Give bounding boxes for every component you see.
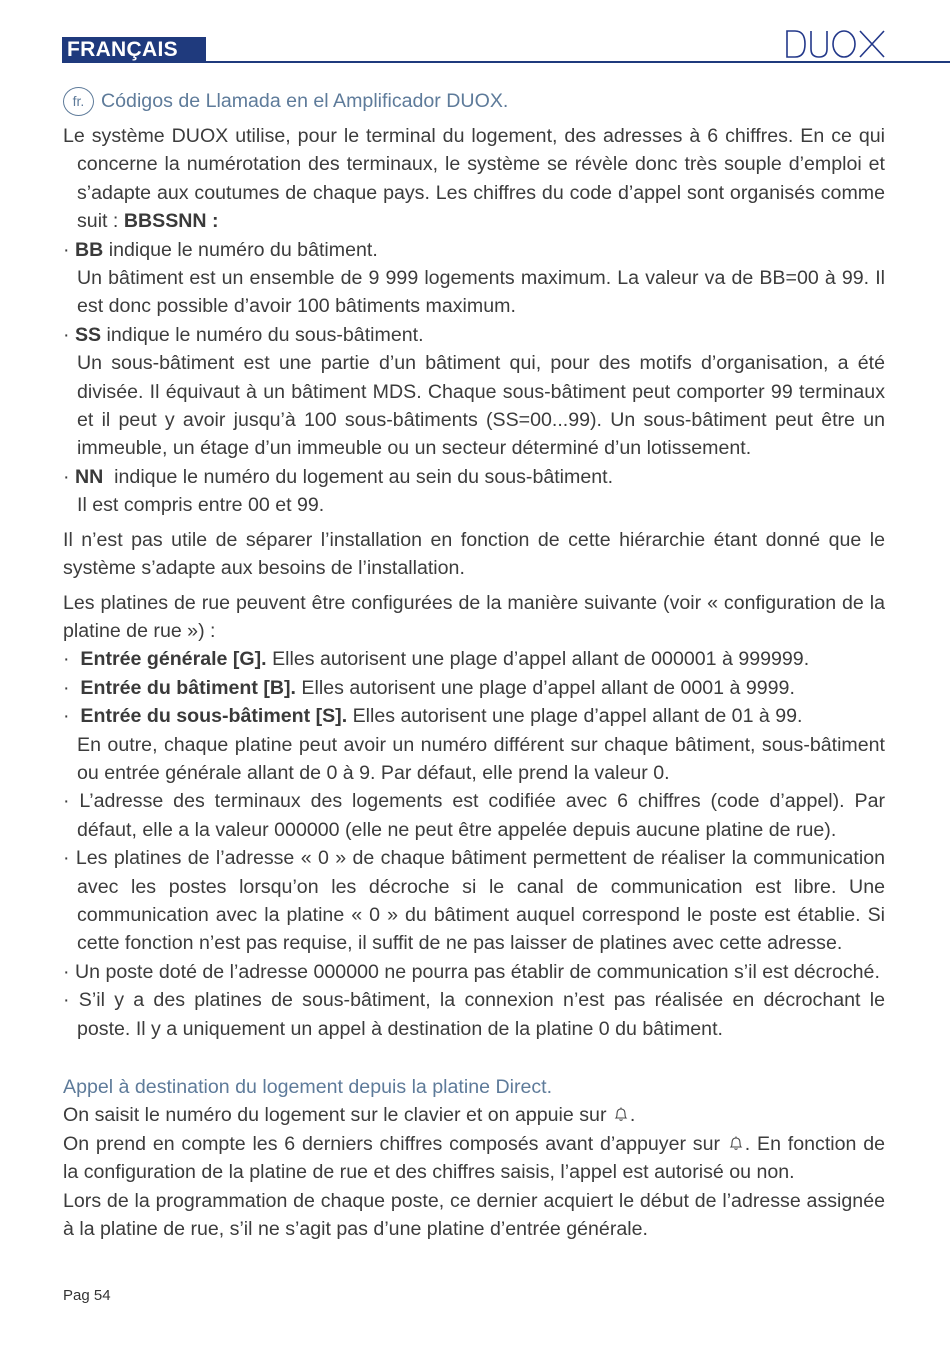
code-nn-detail: Il est compris entre 00 et 99. (77, 494, 325, 517)
hierarchy-paragraph: Il n’est pas utile de séparer l’installation en fonction de cette hiérarchie étant donné que le système s’adapte aux besoins de l’installation. (63, 528, 885, 580)
code-key: SS (74, 323, 102, 346)
bell-icon (613, 1106, 629, 1122)
note-item: · L’adresse des terminaux des logements est codifiée avec 6 chiffres (code d’appel). Par défaut, elle a la valeur 000000 (elle ne peut être appelée depuis aucune platine de rue). (63, 790, 885, 841)
entry-sub-building (63, 702, 885, 730)
code-bb (63, 236, 885, 264)
entry-label: Entrée du sous-bâtiment [S]. (80, 705, 348, 728)
direct-text: . (629, 1104, 636, 1127)
entry-label: Entrée générale [G]. (80, 648, 267, 671)
direct-text: On prend en compte les 6 derniers chiffres composés avant d’appuyer sur (63, 1132, 727, 1155)
bullet: · (63, 648, 81, 671)
entry-building (63, 674, 885, 702)
bullet: · (63, 238, 75, 261)
intro-paragraph (63, 122, 885, 236)
section-title-text: Códigos de Llamada en el Amplificador DUOX. (101, 89, 509, 112)
intro-code: BBSSNN : (123, 210, 219, 233)
brand-name (786, 28, 886, 62)
intro-text: Le système DUOX utilise, pour le terminal du logement, des adresses à 6 chiffres. En ce qui concerne la numérotation des terminaux, le système se révèle donc très souple d’emploi et s’adapte aux coutumes de chaque pays. Les chiffres du code d’appel sont organisés comme suit : (63, 125, 885, 233)
note-item: · S’il y a des platines de sous-bâtiment, la connexion n’est pas réalisée en décrochant le poste. Il y a uniquement un appel à destination de la platine 0 du bâtiment. (63, 989, 885, 1040)
code-desc: indique le numéro du bâtiment. (103, 238, 378, 261)
config-paragraph: Les platines de rue peuvent être configurées de la manière suivante (voir « configuration de la platine de rue ») : (63, 591, 885, 642)
entry-general (63, 645, 885, 673)
direct-line-2 (63, 1130, 885, 1187)
note-item: · Les platines de l’adresse « 0 » de chaque bâtiment permettent de réaliser la communication avec les postes lorsqu’on les décroche si le canal de communication est libre. Une communication avec la platine « 0 » du bâtiment auquel correspond le poste est établie. Si cette fonction n’est pas requise, il suffit de ne pas laisser de platines avec cette adresse. (63, 847, 885, 955)
entry-label: Entrée du bâtiment [B]. (80, 676, 296, 699)
bullet: · (63, 465, 75, 488)
code-nn (63, 463, 885, 491)
entry-text: Elles autorisent une plage d’appel allant de 000001 à 999999. (266, 648, 810, 671)
direct-text: . En fonction de la configuration de la platine de rue et des chiffres saisis, l’appel est autorisé ou non. (63, 1132, 885, 1184)
direct-text: On saisit le numéro du logement sur le clavier et on appuie sur (63, 1104, 612, 1127)
page-header (0, 0, 950, 70)
section-title (63, 86, 885, 116)
entry-text: Elles autorisent une plage d’appel allant de 01 à 99. (347, 705, 803, 728)
code-bb-detail: Un bâtiment est un ensemble de 9 999 logements maximum. La valeur va de BB=00 à 99. Il est donc possible d’avoir 100 bâtiments maximum. (77, 267, 885, 318)
direct-line-1 (63, 1101, 885, 1129)
bullet: · (63, 705, 81, 728)
direct-title: Appel à destination du logement depuis la platine Direct. (63, 1076, 553, 1098)
language-badge: FRANÇAIS (62, 37, 206, 63)
code-desc: indique le numéro du logement au sein du sous-bâtiment. (103, 465, 614, 488)
bullet: · (63, 676, 81, 699)
code-ss (63, 321, 885, 349)
code-key: BB (74, 238, 104, 261)
code-ss-detail: Un sous-bâtiment est une partie d’un bâtiment qui, pour des motifs d’organisation, a été divisée. Il équivaut à un bâtiment MDS. Chaque sous-bâtiment peut comporter 99 terminaux et il peut y avoir jusqu’à 100 sous-bâtiments (SS=00...99). Un sous-bâtiment peut être un immeuble, un étage d’un immeuble ou un secteur déterminé d’un lotissement. (77, 352, 885, 460)
page-content (63, 86, 885, 1243)
code-key: NN (74, 465, 104, 488)
direct-line-3: Lors de la programmation de chaque poste, ce dernier acquiert le début de l’adresse assignée à la platine de rue, s’il ne s’agit pas d’une platine d’entrée générale. (63, 1189, 885, 1241)
note-item: · Un poste doté de l’adresse 000000 ne pourra pas établir de communication s’il est décroché. (63, 960, 880, 983)
bell-icon (728, 1135, 744, 1151)
fr-language-icon: fr. (63, 87, 94, 116)
entry-text: Elles autorisent une plage d’appel allant de 0001 à 9999. (295, 676, 795, 699)
code-desc: indique le numéro du sous-bâtiment. (101, 323, 424, 346)
page-number: Pag 54 (63, 1287, 111, 1304)
bullet: · (63, 323, 75, 346)
entries-note: En outre, chaque platine peut avoir un numéro différent sur chaque bâtiment, sous-bâtiment ou entrée générale allant de 0 à 9. Par défaut, elle prend la valeur 0. (77, 733, 885, 784)
